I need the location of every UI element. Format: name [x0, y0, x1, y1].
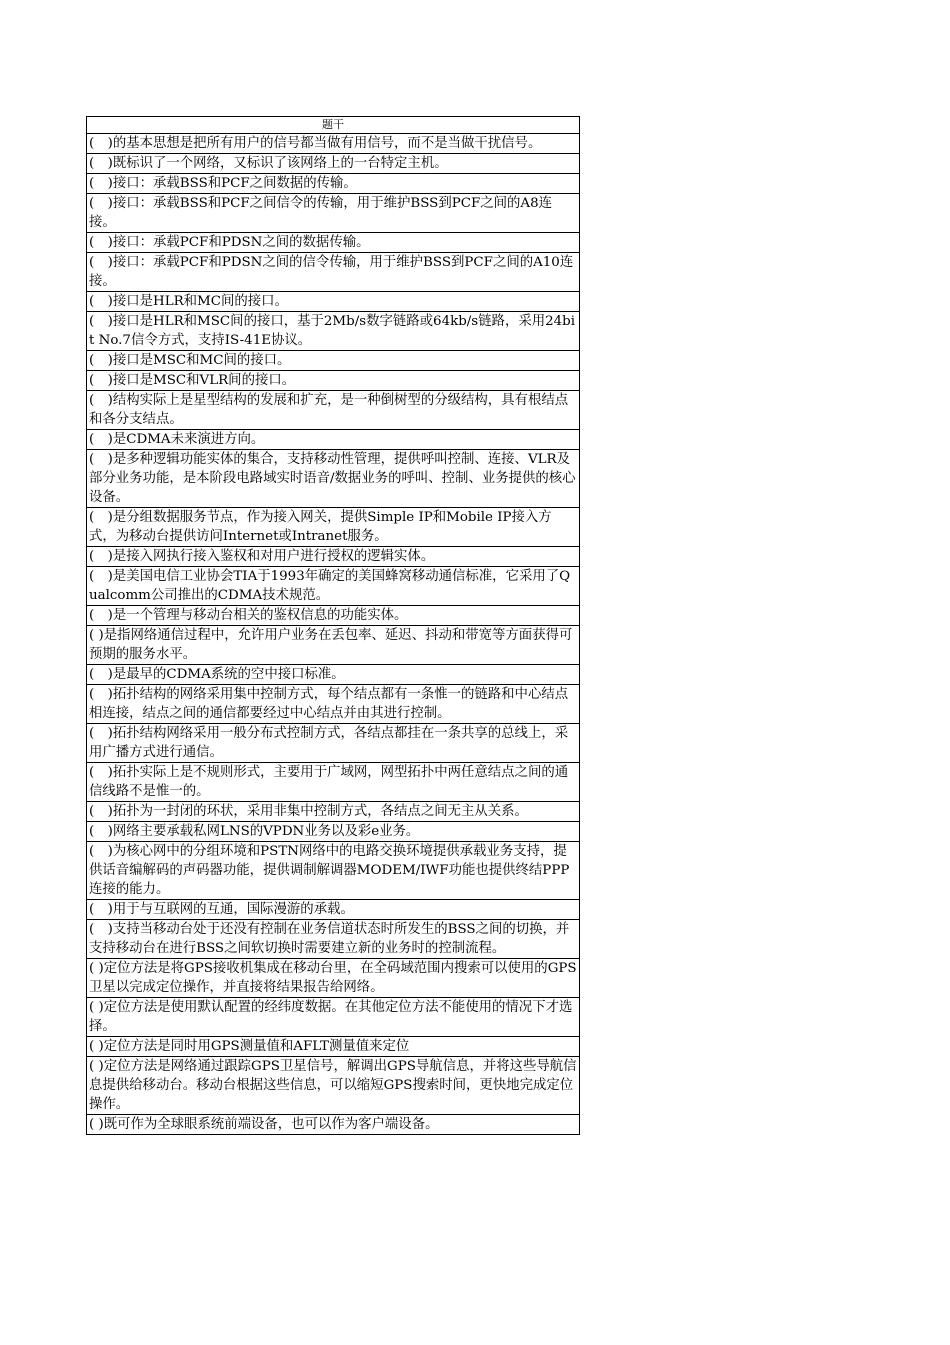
- question-table: [86, 116, 580, 1135]
- question-cell[interactable]: ( )为核心网中的分组环境和PSTN网络中的电路交换环境提供承载业务支持，提供话音编解码的声码器功能，提供调制解调器MODEM/IWF功能也提供终结PPP连接的能力。: [87, 842, 580, 900]
- question-cell[interactable]: ( )是美国电信工业协会TIA于1993年确定的美国蜂窝移动通信标准，它采用了Qualcomm公司推出的CDMA技术规范。: [87, 567, 580, 606]
- question-cell[interactable]: ( )拓扑结构的网络采用集中控制方式，每个结点都有一条惟一的链路和中心结点相连接，结点之间的通信都要经过中心结点并由其进行控制。: [87, 685, 580, 724]
- table-row: [87, 763, 580, 802]
- question-cell[interactable]: ( )是指网络通信过程中，允许用户业务在丢包率、延迟、抖动和带宽等方面获得可预期的服务水平。: [87, 626, 580, 665]
- table-row: [87, 567, 580, 606]
- question-cell[interactable]: ( )支持当移动台处于还没有控制在业务信道状态时所发生的BSS之间的切换，并支持移动台在进行BSS之间软切换时需要建立新的业务时的控制流程。: [87, 920, 580, 959]
- table-row: [87, 134, 580, 154]
- question-cell[interactable]: ( )接口：承载BSS和PCF之间数据的传输。: [87, 174, 580, 194]
- table-row: [87, 430, 580, 450]
- question-rows: [87, 134, 580, 1135]
- header-row: [87, 117, 580, 134]
- question-cell[interactable]: ( )接口：承载PCF和PDSN之间的信令传输，用于维护BSS到PCF之间的A10连接。: [87, 253, 580, 292]
- question-cell[interactable]: ( )定位方法是同时用GPS测量值和AFLT测量值来定位: [87, 1037, 580, 1057]
- table-row: [87, 174, 580, 194]
- question-cell[interactable]: ( )拓扑实际上是不规则形式，主要用于广域网，网型拓扑中两任意结点之间的通信线路不是惟一的。: [87, 763, 580, 802]
- question-cell[interactable]: ( )结构实际上是星型结构的发展和扩充，是一种倒树型的分级结构，具有根结点和各分支结点。: [87, 391, 580, 430]
- question-cell[interactable]: ( )是一个管理与移动台相关的鉴权信息的功能实体。: [87, 606, 580, 626]
- question-cell[interactable]: ( )用于与互联网的互通，国际漫游的承载。: [87, 900, 580, 920]
- question-cell[interactable]: ( )接口是HLR和MSC间的接口，基于2Mb/s数字链路或64kb/s链路，采用24bit No.7信令方式，支持IS-41E协议。: [87, 312, 580, 351]
- table-row: [87, 1057, 580, 1115]
- table-row: [87, 253, 580, 292]
- table-row: [87, 900, 580, 920]
- question-cell[interactable]: ( )是CDMA未来演进方向。: [87, 430, 580, 450]
- question-cell[interactable]: ( )的基本思想是把所有用户的信号都当做有用信号，而不是当做干扰信号。: [87, 134, 580, 154]
- question-cell[interactable]: ( )接口：承载BSS和PCF之间信令的传输，用于维护BSS到PCF之间的A8连接。: [87, 194, 580, 233]
- question-cell[interactable]: ( )接口是MSC和MC间的接口。: [87, 351, 580, 371]
- table-row: [87, 822, 580, 842]
- question-cell[interactable]: ( )是接入网执行接入鉴权和对用户进行授权的逻辑实体。: [87, 547, 580, 567]
- table-row: [87, 233, 580, 253]
- table-row: [87, 959, 580, 998]
- table-row: [87, 1037, 580, 1057]
- table-row: [87, 920, 580, 959]
- question-cell[interactable]: ( )是最早的CDMA系统的空中接口标准。: [87, 665, 580, 685]
- question-cell[interactable]: ( )定位方法是使用默认配置的经纬度数据。在其他定位方法不能使用的情况下才选择。: [87, 998, 580, 1037]
- table-row: [87, 998, 580, 1037]
- table-row: [87, 351, 580, 371]
- table-row: [87, 626, 580, 665]
- question-cell[interactable]: ( )拓扑为一封闭的环状，采用非集中控制方式，各结点之间无主从关系。: [87, 802, 580, 822]
- table-row: [87, 802, 580, 822]
- table-row: [87, 508, 580, 547]
- question-cell[interactable]: ( )定位方法是网络通过跟踪GPS卫星信号，解调出GPS导航信息，并将这些导航信息提供给移动台。移动台根据这些信息，可以缩短GPS搜索时间，更快地完成定位操作。: [87, 1057, 580, 1115]
- table-row: [87, 391, 580, 430]
- table-row: [87, 606, 580, 626]
- table-row: [87, 842, 580, 900]
- table-row: [87, 312, 580, 351]
- table-row: [87, 292, 580, 312]
- table-row: [87, 371, 580, 391]
- question-cell[interactable]: ( )接口是MSC和VLR间的接口。: [87, 371, 580, 391]
- table-row: [87, 1115, 580, 1135]
- question-cell[interactable]: ( )接口是HLR和MC间的接口。: [87, 292, 580, 312]
- table-row: [87, 685, 580, 724]
- table-row: [87, 450, 580, 508]
- table-row: [87, 665, 580, 685]
- question-cell[interactable]: ( )是多种逻辑功能实体的集合，支持移动性管理，提供呼叫控制、连接、VLR及部分业务功能，是本阶段电路域实时语音/数据业务的呼叫、控制、业务提供的核心设备。: [87, 450, 580, 508]
- question-cell[interactable]: ( )既可作为全球眼系统前端设备，也可以作为客户端设备。: [87, 1115, 580, 1135]
- question-cell[interactable]: ( )接口：承载PCF和PDSN之间的数据传输。: [87, 233, 580, 253]
- question-cell[interactable]: ( )定位方法是将GPS接收机集成在移动台里，在全码域范围内搜索可以使用的GPS卫星以完成定位操作，并直接将结果报告给网络。: [87, 959, 580, 998]
- question-cell[interactable]: ( )既标识了一个网络，又标识了该网络上的一台特定主机。: [87, 154, 580, 174]
- table-row: [87, 194, 580, 233]
- question-cell[interactable]: ( )网络主要承载私网LNS的VPDN业务以及彩e业务。: [87, 822, 580, 842]
- table-row: [87, 547, 580, 567]
- table-row: [87, 724, 580, 763]
- header-cell-stem[interactable]: 题干: [87, 117, 580, 134]
- question-cell[interactable]: ( )拓扑结构网络采用一般分布式控制方式，各结点都挂在一条共享的总线上，采用广播方式进行通信。: [87, 724, 580, 763]
- question-cell[interactable]: ( )是分组数据服务节点，作为接入网关，提供Simple IP和Mobile IP接入方式，为移动台提供访问Internet或Intranet服务。: [87, 508, 580, 547]
- table-row: [87, 154, 580, 174]
